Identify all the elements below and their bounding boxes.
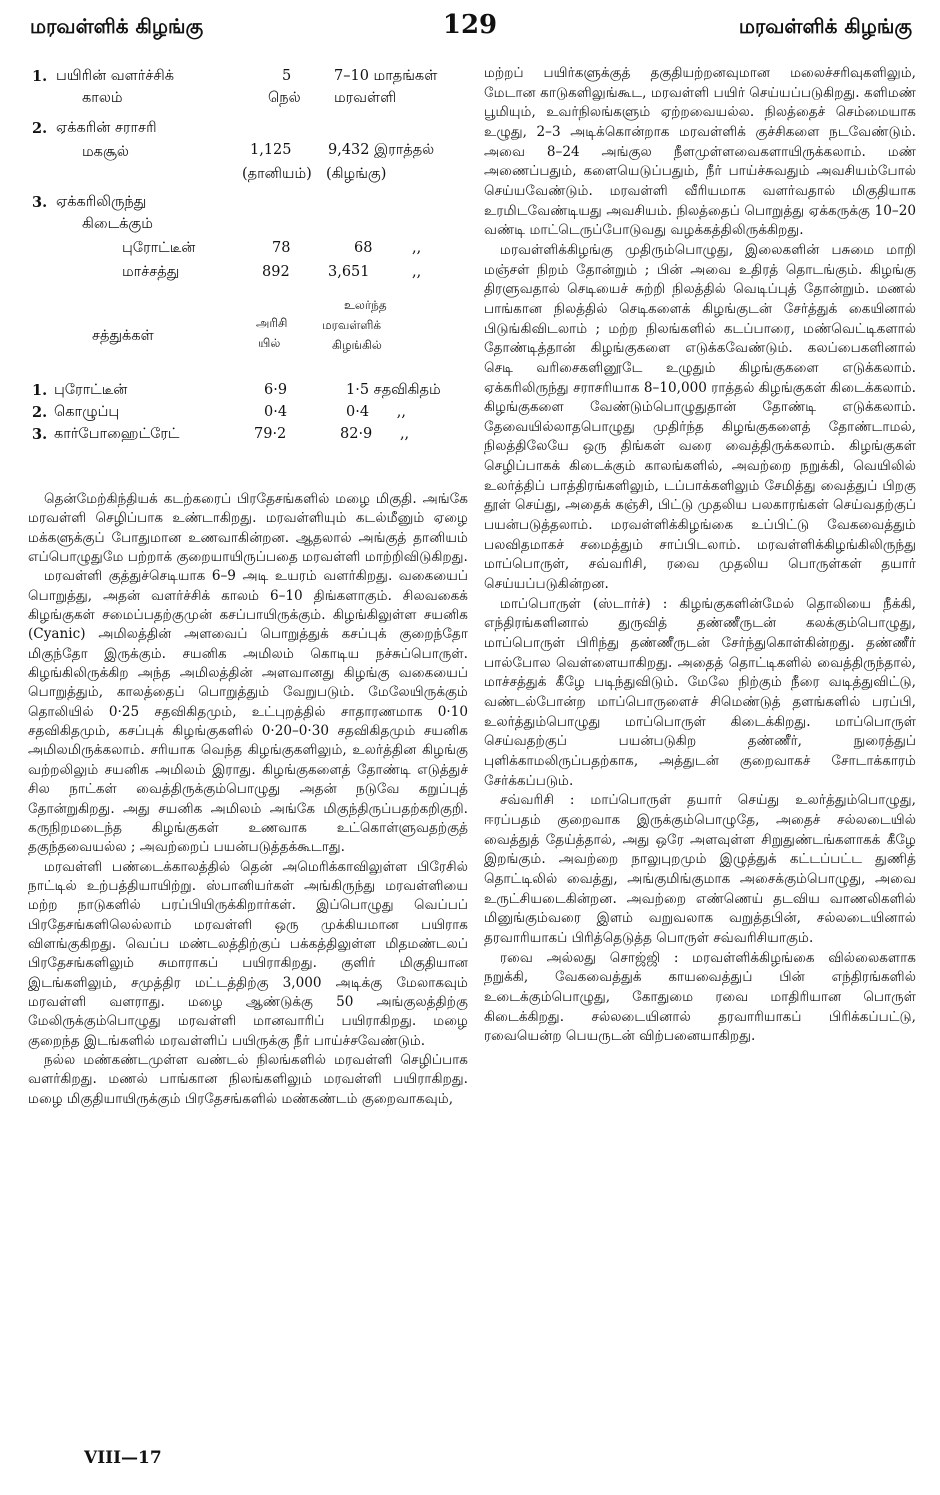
row-label: காலம்: [82, 90, 123, 106]
ditto-mark: ,,: [412, 264, 422, 280]
row-label: மகசூல்: [82, 144, 129, 160]
paragraph: நல்ல மண்கண்டமுள்ள வண்டல் நிலங்களில் மரவள்ளி செழிப்பாக வளர்கிறது. மணல் பாங்கான நிலங்களிலும் மரவள்ளி பயிராகிறது. மழை மிகுதியாயிருக்கும் பிரதேசங்களில் மண்கண்டம் குறைவாகவும்,: [28, 1051, 468, 1107]
cassava-heading: கிழங்கில்: [332, 338, 382, 352]
running-head-right: மரவள்ளிக் கிழங்கு: [738, 14, 912, 38]
paddy-label: நெல்: [268, 90, 301, 106]
paddy-value: 5: [282, 68, 292, 84]
nutrients-heading: சத்துக்கள்: [92, 328, 154, 344]
paragraph: மற்றப் பயிர்களுக்குத் தகுதியற்றனவுமான மலைச்சரிவுகளிலும், மேடான காடுகளிலுங்கூட, மரவள்ளி பயிர் செய்யப்படுகிறது. களிமண் பூமியும், உவர்நிலங்களும் ஏற்றவையல்ல. நிலத்தைச் செம்மையாக உழுது, 2–3 அடிக்கொன்றாக மரவள்ளிக் குச்சிகளை நடவேண்டும். அவை 8–24 அங்குல நீளமுள்ளவைகளாயிருக்கலாம். மண் அணைப்பதும், களையெடுப்பதும், நீர் பாய்ச்சுவதும் அவசியம்போல் செய்யவேண்டும். மரவள்ளி வீரியமாக வளர்வதால் மிகுதியாக உரமிடவேண்டியது அவசியம். நிலத்தைப் பொறுத்து ஏக்கருக்கு 10–20 வண்டி மாட்டெருப்போடுவது வழக்கத்திலிருக்கிறது.: [484, 65, 916, 239]
paragraph: மரவள்ளிக்கிழங்கு முதிரும்பொழுது, இலைகளின் பசுமை மாறி மஞ்சள் நிறம் தோன்றும் ; பின் அவை உதிரத் தொடங்கும். கிழங்கு திரளுவதால் செடியைச் சுற்றி நிலத்தில் வெடிப்புத் தோன்றும். மணல் பாங்கான நிலத்தில் செடிகளைக் கிழங்குடன் சேர்த்துக் கையினால் பிடுங்கிவிடலாம் ; மற்ற நிலங்களில் கடப்பாரை, மண்வெட்டிகளால் தோண்டித்தான் கிழங்குகளை எடுக்கவேண்டும். கலப்பைகளினால் செடி வரிசைகளினூடே உழுதும் கிழங்குகளை எடுக்கலாம். ஏக்கரிலிருந்து சராசரியாக 8–10,000 ராத்தல் கிழங்குகள் கிடைக்கலாம். கிழங்குகளை வேண்டும்பொழுதுதான் தோண்டி எடுக்கலாம். தேவையில்லாதபொழுது முதிர்ந்த கிழங்குகளைத் தோண்டாமல், நிலத்திலேயே ஒரு திங்கள் வரை வைத்திருக்கலாம். கிழங்குகள் செழிப்பாகக் கிடைக்கும் காலங்களில், அவற்றை நறுக்கி, வெயிலில் உலர்த்திப் பாத்திரங்களிலும், டப்பாக்களிலும் சேமித்து வைத்துப் பிறகு தூள் செய்து, அதைக் கஞ்சி, பிட்டு முதலிய பலகாரங்கள் செய்வதற்குப் பயன்படுத்தலாம். மரவள்ளிக்கிழங்கை உப்பிட்டு வேகவைத்தும் பலவிதமாகச் சமைத்தும் சாப்பிடலாம். மரவள்ளிக்கிழங்கிலிருந்து மாப்பொருள், சவ்வரிசி, ரவை முதலிய பொருள்கள் தயார் செய்யப்படுகின்றன.: [484, 241, 916, 593]
grain-value: 1,125: [250, 142, 292, 158]
row-label: பயிரின் வளர்ச்சிக்: [56, 68, 174, 84]
paragraph: ரவை அல்லது சொஜ்ஜி : மரவள்ளிக்கிழங்கை வில்லைகளாக நறுக்கி, வேகவைத்துக் காயவைத்துப் பின் எந்திரங்களில் உடைக்கும்பொழுது, கோதுமை ரவை மாதிரியான பொருள் கிடைக்கிறது. சல்லடையினால் தரவாரியாகப் பிரிக்கப்பட்டு, ரவையென்ற பெயருடன் விற்பனையாகிறது.: [484, 949, 916, 1045]
ditto-mark: ,,: [412, 240, 422, 256]
row-label: கிடைக்கும்: [82, 216, 153, 232]
nutrient-number: 2.: [32, 404, 48, 421]
nutrient-rice: 6·9: [264, 382, 288, 398]
row-number: 1.: [32, 68, 48, 85]
left-column: [28, 64, 468, 1424]
tuber-label: (கிழங்கு): [326, 166, 387, 182]
tuber-value: 9,432 இராத்தல்: [328, 142, 435, 158]
rice-heading: அரிசி: [256, 316, 288, 330]
paragraph: மரவள்ளி பண்டைக்காலத்தில் தென் அமெரிக்காவிலுள்ள பிரேசில் நாட்டில் உற்பத்தியாயிற்று. ஸ்பானியர்கள் அங்கிருந்து மரவள்ளியை மற்ற நாடுகளில் பரப்பியிருக்கிறார்கள். இப்பொழுது வெப்பப் பிரதேசங்களிலெல்லாம் மரவள்ளி ஒரு முக்கியமான பயிராக விளங்குகிறது. வெப்ப மண்டலத்திற்குப் பக்கத்திலுள்ள மிதமண்டலப் பிரதேசங்களிலும் சுமாராகப் பயிராகிறது. குளிர் மிகுதியான இடங்களிலும், சமுத்திர மட்டத்திற்கு 3,000 அடிக்கு மேலாகவும் மரவள்ளி வளராது. மழை ஆண்டுக்கு 50 அங்குலத்திற்கு மேலிருக்கும்பொழுது மரவள்ளி மானவாரிப் பயிராகிறது. மழை குறைந்த இடங்களில் மரவள்ளிப் பயிருக்கு நீர் பாய்ச்சவேண்டும்.: [28, 858, 468, 1049]
grain-label: (தானியம்): [242, 166, 312, 182]
nutrient-cassava: 0·4 ,,: [346, 404, 406, 420]
starch-paddy: 892: [262, 264, 290, 280]
cassava-heading: உலர்ந்த: [344, 298, 387, 312]
nutrient-name: கொழுப்பு: [54, 404, 120, 420]
nutrient-name: புரோட்டீன்: [54, 382, 128, 398]
statistics-table: [28, 64, 468, 490]
cassava-heading: மரவள்ளிக்: [322, 318, 382, 332]
row-number: 3.: [32, 194, 48, 211]
protein-cassava: 68: [354, 240, 373, 256]
row-label: ஏக்கரின் சராசரி: [56, 120, 157, 136]
paragraph: சவ்வரிசி : மாப்பொருள் தயார் செய்து உலர்த்தும்பொழுது, ஈரப்பதம் குறைவாக இருக்கும்பொழுதே, அதைச் சல்லடையில் வைத்துத் தேய்த்தால், அது ஒரே அளவுள்ள சிறுதுண்டங்களாகக் கீழே இறங்கும். அவற்றை நாலுபுறமும் இழுத்துக் கட்டப்பட்ட துணித் தொட்டிலில் வைத்து, அங்குமிங்குமாக அசைக்கும்பொழுது, அவை உருட்சியடைகின்றன. அவற்றை எண்ணெய் தடவிய வாணலிகளில் மினுங்கும்வரை இளம் வறுவலாக வறுத்தபின், சல்லடையினால் தரவாரியாகப் பிரித்தெடுத்த பொருள் சவ்வரிசியாகும்.: [484, 792, 916, 946]
nutrient-cassava: 1·5 சதவிகிதம்: [346, 382, 441, 398]
nutrient-number: 3.: [32, 426, 48, 443]
protein-label: புரோட்டீன்: [122, 240, 196, 256]
nutrient-rice: 79·2: [254, 426, 287, 442]
nutrient-name: கார்போஹைட்ரேட்: [54, 426, 180, 442]
paragraph: மரவள்ளி குத்துச்செடியாக 6–9 அடி உயரம் வளர்கிறது. வகையைப் பொறுத்து, அதன் வளர்ச்சிக் காலம் 6–10 திங்களாகும். சிலவகைக் கிழங்குகள் சமைப்பதற்குமுன் கசப்பாயிருக்கும். கிழங்கிலுள்ள சயனிக (Cyanic) அமிலத்தின் அளவைப் பொறுத்துக் கசப்புக் குறைந்தோ மிகுந்தோ இருக்கும். சயனிக அமிலம் கொடிய நச்சுப்பொருள். கிழங்கிலிருக்கிற அந்த அமிலத்தின் அளவானது கிழங்கு வகையைப் பொறுத்தும், காலத்தைப் பொறுத்தும் வேறுபடும். மேலேயிருக்கும் தொலியில் 0·25 சதவிகிதமும், உட்புறத்தில் சாதாரணமாக 0·10 சதவிகிதமும், கசப்புக் கிழங்குகளில் 0·20–0·30 சதவிகிதமும் சயனிக அமிலமிருக்கலாம். சரியாக வெந்த கிழங்குகளிலும், உலர்த்தின கிழங்கு வற்றலிலும் சயனிக அமிலம் இராது. கிழங்குகளைத் தோண்டி எடுத்துச் சில நாட்கள் வைத்திருக்கும்பொழுது அதன் நடுவே கறுப்புத் தோன்றுகிறது. அது சயனிக அமிலம் அங்கே மிகுந்திருப்பதற்கறிகுறி. கருநிறமடைந்த கிழங்குகள் உணவாக உட்கொள்ளுவதற்குத் தகுந்தவையல்ல ; அவற்றைப் பயன்படுத்தக்கூடாது.: [28, 568, 468, 856]
page-number: 129: [442, 10, 498, 40]
cassava-value: 7–10 மாதங்கள்: [334, 68, 438, 84]
starch-label: மாச்சத்து: [122, 264, 180, 280]
protein-paddy: 78: [272, 240, 291, 256]
starch-cassava: 3,651: [328, 264, 370, 280]
nutrient-rice: 0·4: [264, 404, 288, 420]
nutrient-number: 1.: [32, 382, 48, 399]
cassava-label: மரவள்ளி: [334, 90, 397, 106]
paragraph: மாப்பொருள் (ஸ்டார்ச்) : கிழங்குகளின்மேல் தொலியை நீக்கி, எந்திரங்களினால் துருவித் தண்ணீருடன் கலக்கும்பொழுது, மாப்பொருள் பிரிந்து தண்ணீருடன் சேர்ந்துகொள்கின்றது. தண்ணீர் பால்போல வெள்ளையாகிறது. அதைத் தொட்டிகளில் வைத்திருந்தால், மாச்சத்துக் கீழே படிந்துவிடும். மேலே நிற்கும் நீரை வடித்துவிட்டு, வண்டல்போன்ற மாப்பொருளைச் சிமெண்டுத் தளங்களில் பரப்பி, உலர்த்தும்பொழுது மாப்பொருள் கிடைக்கிறது. மாப்பொருள் செய்வதற்குப் பயன்படுகிற தண்ணீர், நுரைத்துப் புளிக்காமலிருப்பதற்காக, அத்துடன் குறைவாகச் சோடாக்காரம் சேர்க்கப்படும்.: [484, 595, 916, 789]
volume-signature: VIII—17: [84, 1448, 162, 1468]
running-head-left: மரவள்ளிக் கிழங்கு: [30, 14, 204, 38]
nutrient-cassava: 82·9 ,,: [340, 426, 410, 442]
row-label: ஏக்கரிலிருந்து: [56, 194, 147, 210]
row-number: 2.: [32, 120, 48, 137]
paragraph: தென்மேற்கிந்தியக் கடற்கரைப் பிரதேசங்களில் மழை மிகுதி. அங்கே மரவள்ளி செழிப்பாக உண்டாகிறது. மரவள்ளியும் கடல்மீனும் ஏழை மக்களுக்குப் போதுமான உணவாகின்றன. ஆதலால் அங்குத் தானியம் எப்பொழுதுமே பற்றாக் குறையாயிருப்பதை மரவள்ளி மாற்றிவிடுகிறது.: [28, 491, 468, 566]
rice-heading: யில்: [258, 336, 281, 350]
right-column: [484, 64, 916, 1424]
